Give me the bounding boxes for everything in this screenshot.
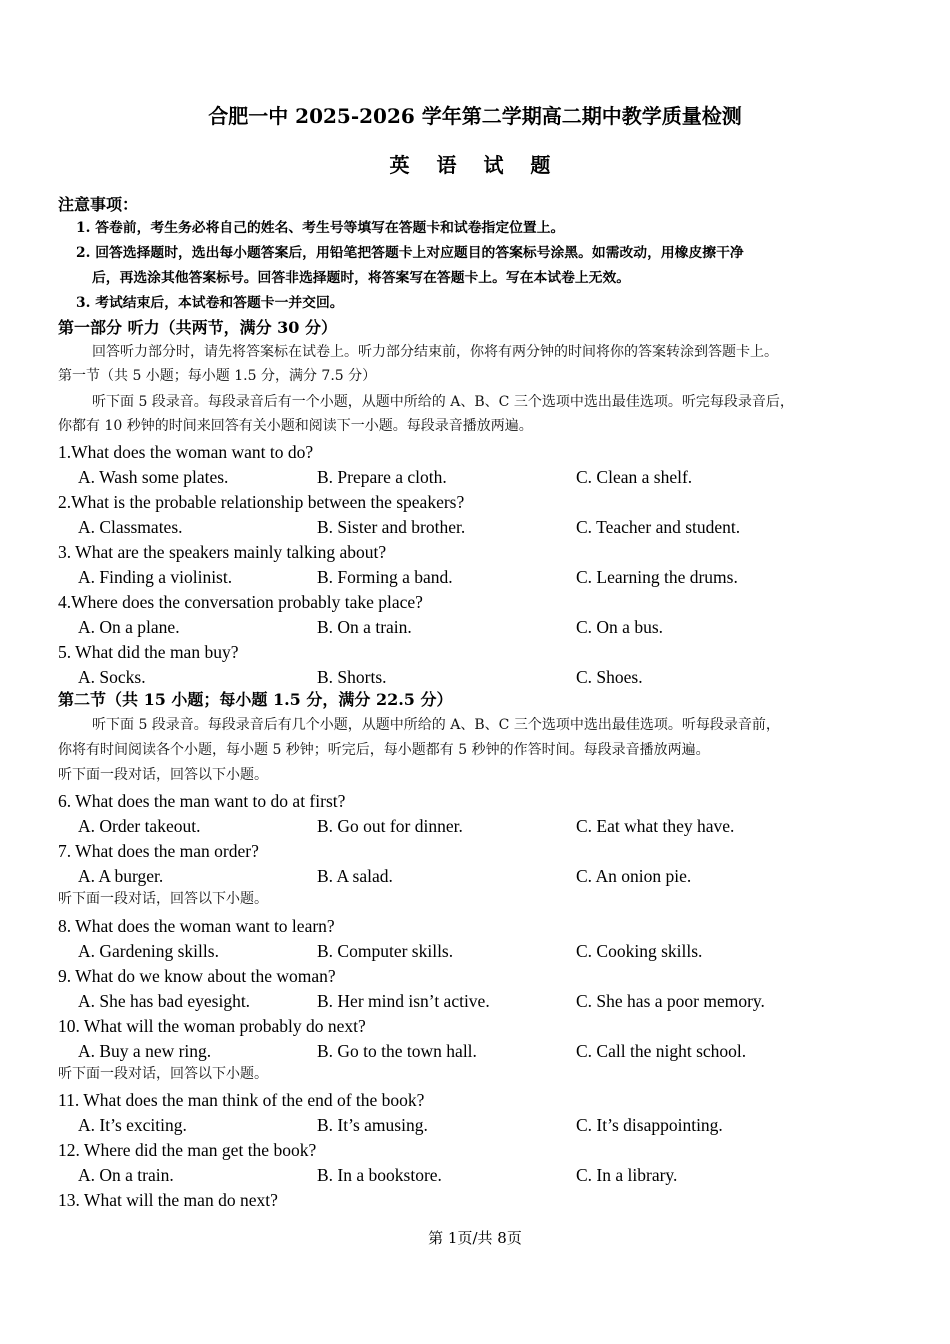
option-a: A. On a train. xyxy=(78,1165,174,1185)
question-4: 4.Where does the conversation probably take place? xyxy=(58,592,423,612)
option-c: C. On a bus. xyxy=(576,617,664,637)
exam-title: 合肥一中 2025-2026 学年第二学期高二期中教学质量检测 xyxy=(208,104,742,128)
option-b: B. It’s amusing. xyxy=(317,1115,428,1135)
option-b: B. Computer skills. xyxy=(317,941,454,961)
option-c: C. She has a poor memory. xyxy=(576,991,765,1011)
section1-heading: 第一节（共 5 小题；每小题 1.5 分，满分 7.5 分） xyxy=(58,368,377,384)
option-b: B. Sister and brother. xyxy=(317,517,466,537)
option-c: C. It’s disappointing. xyxy=(576,1115,723,1135)
section1-intro-line1: 听下面 5 段录音。每段录音后有一个小题，从题中所给的 A、B、C 三个选项中选出最佳选项。听完每段录音后， xyxy=(92,394,794,410)
part1-heading: 第一部分 听力（共两节，满分 30 分） xyxy=(58,318,337,337)
question-10-options xyxy=(78,1040,918,1062)
question-4-options xyxy=(78,616,918,638)
section1-intro-line2: 你都有 10 秒钟的时间来回答有关小题和阅读下一小题。每段录音播放两遍。 xyxy=(58,418,533,434)
question-11-options xyxy=(78,1114,918,1136)
question-7-options xyxy=(78,865,918,887)
question-12-options xyxy=(78,1164,918,1186)
question-9-options xyxy=(78,990,918,1012)
option-c: C. Eat what they have. xyxy=(576,816,735,836)
page-number: 第 1页/共 8页 xyxy=(428,1229,522,1247)
option-a: A. She has bad eyesight. xyxy=(78,991,251,1011)
question-1-options xyxy=(78,466,918,488)
question-6-options xyxy=(78,815,918,837)
dialogue-note: 听下面一段对话，回答以下小题。 xyxy=(58,767,268,783)
dialogue-note: 听下面一段对话，回答以下小题。 xyxy=(58,1066,268,1082)
question-9: 9. What do we know about the woman? xyxy=(58,966,336,986)
question-2: 2.What is the probable relationship between the speakers? xyxy=(58,492,465,512)
option-a: A. On a plane. xyxy=(78,617,180,637)
question-2-options xyxy=(78,516,918,538)
question-10: 10. What will the woman probably do next? xyxy=(58,1016,366,1036)
notice-item-2-continued: 后，再选涂其他答案标号。回答非选择题时，将答案写在答题卡上。写在本试卷上无效。 xyxy=(92,270,631,286)
option-a: A. Wash some plates. xyxy=(78,467,229,487)
option-b: B. On a train. xyxy=(317,617,412,637)
question-5-options xyxy=(78,666,918,688)
option-a: A. Gardening skills. xyxy=(78,941,219,961)
option-b: B. Shorts. xyxy=(317,667,387,687)
question-5: 5. What did the man buy? xyxy=(58,642,239,662)
option-c: C. Teacher and student. xyxy=(576,517,741,537)
option-a: A. It’s exciting. xyxy=(78,1115,187,1135)
question-3: 3. What are the speakers mainly talking about? xyxy=(58,542,387,562)
option-b: B. Go to the town hall. xyxy=(317,1041,477,1061)
option-c: C. In a library. xyxy=(576,1165,678,1185)
question-11: 11. What does the man think of the end of the book? xyxy=(58,1090,425,1110)
question-3-options xyxy=(78,566,918,588)
section2-intro-line2: 你将有时间阅读各个小题，每小题 5 秒钟；听完后，每小题都有 5 秒钟的作答时间。每段录音播放两遍。 xyxy=(58,742,710,758)
option-c: C. Call the night school. xyxy=(576,1041,747,1061)
notice-item-3: 3. 考试结束后，本试卷和答题卡一并交回。 xyxy=(76,295,344,311)
option-a: A. Classmates. xyxy=(78,517,183,537)
question-8-options xyxy=(78,940,918,962)
question-1: 1.What does the woman want to do? xyxy=(58,442,314,462)
section2-heading: 第二节（共 15 小题；每小题 1.5 分，满分 22.5 分） xyxy=(58,690,453,709)
option-b: B. Go out for dinner. xyxy=(317,816,463,836)
question-13: 13. What will the man do next? xyxy=(58,1190,278,1210)
question-8: 8. What does the woman want to learn? xyxy=(58,916,335,936)
option-c: C. An onion pie. xyxy=(576,866,692,886)
option-b: B. In a bookstore. xyxy=(317,1165,442,1185)
option-c: C. Shoes. xyxy=(576,667,643,687)
part1-intro: 回答听力部分时，请先将答案标在试卷上。听力部分结束前，你将有两分钟的时间将你的答案转涂到答题卡上。 xyxy=(92,344,778,360)
exam-subject-title: 英 语 试 题 xyxy=(389,153,561,177)
option-a: A. Order takeout. xyxy=(78,816,201,836)
option-c: C. Learning the drums. xyxy=(576,567,738,587)
notice-item-2: 2. 回答选择题时，选出每小题答案后，用铅笔把答题卡上对应题目的答案标号涂黑。如需改动，用橡皮擦干净 xyxy=(76,245,744,261)
option-a: A. Finding a violinist. xyxy=(78,567,233,587)
option-c: C. Cooking skills. xyxy=(576,941,703,961)
question-7: 7. What does the man order? xyxy=(58,841,259,861)
notice-heading: 注意事项： xyxy=(58,195,139,214)
notice-item-1: 1. 答卷前，考生务必将自己的姓名、考生号等填写在答题卡和试卷指定位置上。 xyxy=(76,220,565,236)
question-6: 6. What does the man want to do at first? xyxy=(58,791,346,811)
option-a: A. Socks. xyxy=(78,667,146,687)
option-b: B. Forming a band. xyxy=(317,567,453,587)
dialogue-note: 听下面一段对话，回答以下小题。 xyxy=(58,891,268,907)
option-c: C. Clean a shelf. xyxy=(576,467,693,487)
option-b: B. Her mind isn’t active. xyxy=(317,991,490,1011)
section2-intro-line1: 听下面 5 段录音。每段录音后有几个小题，从题中所给的 A、B、C 三个选项中选出最佳选项。听每段录音前， xyxy=(92,717,780,733)
question-12: 12. Where did the man get the book? xyxy=(58,1140,317,1160)
option-b: B. Prepare a cloth. xyxy=(317,467,447,487)
option-a: A. Buy a new ring. xyxy=(78,1041,212,1061)
option-b: B. A salad. xyxy=(317,866,393,886)
option-a: A. A burger. xyxy=(78,866,164,886)
